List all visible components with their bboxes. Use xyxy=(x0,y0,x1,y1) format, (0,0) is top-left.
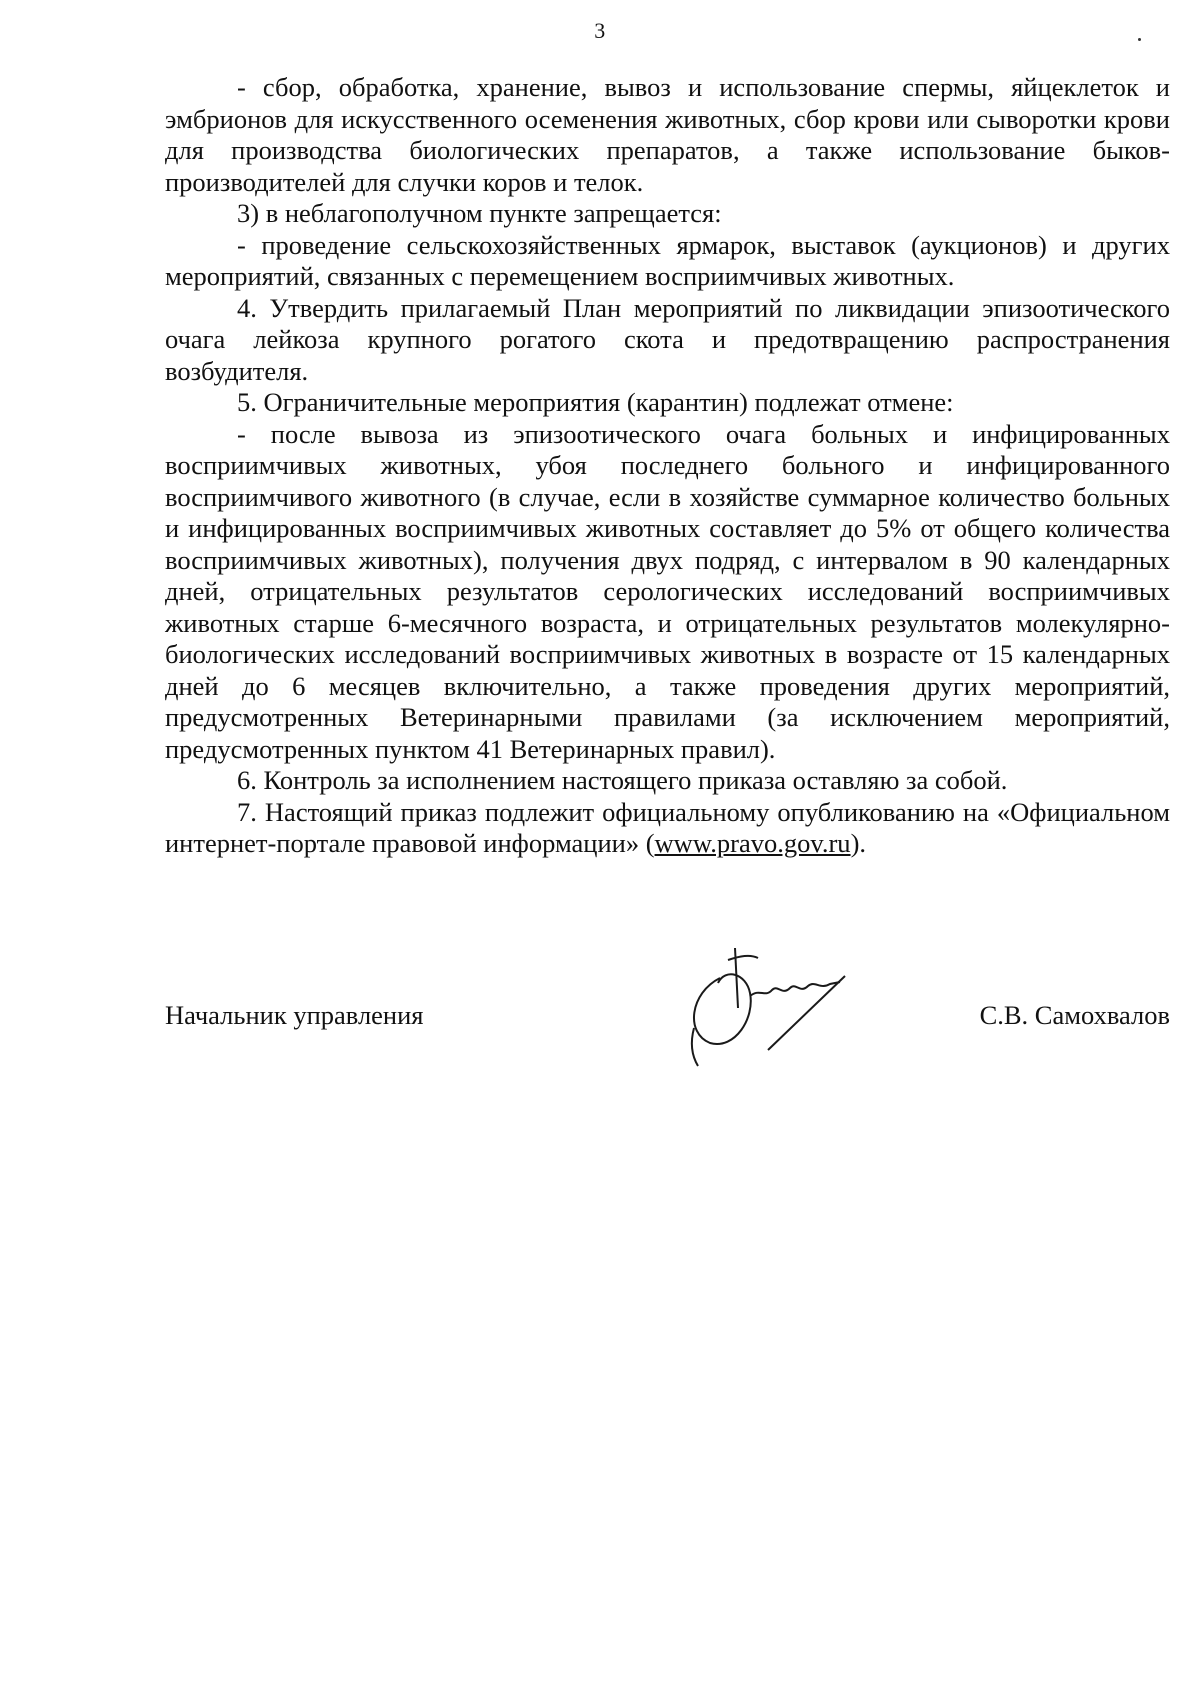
paragraph-publication xyxy=(165,797,1170,860)
paragraph-approve-plan: 4. Утвердить прилагаемый План мероприятий по ликвидации эпизоотического очага лейкоза крупного рогатого скота и предотвращению распространения возбудителя. xyxy=(165,292,1170,386)
signature-row xyxy=(165,1000,1170,1040)
scan-speck xyxy=(1138,38,1141,41)
paragraph-fairs-prohibition: - проведение сельскохозяйственных ярмарок, выставок (аукционов) и других мероприятий, связанных с перемещением восприимчивых животных. xyxy=(165,229,1170,291)
pravo-portal-link[interactable]: www.pravo.gov.ru xyxy=(654,828,851,858)
signatory-title: Начальник управления xyxy=(165,1000,424,1030)
paragraph-quarantine-lift-heading: 5. Ограничительные мероприятия (карантин) подлежат отмене: xyxy=(237,387,954,417)
paragraph-quarantine-lift-conditions: - после вывоза из эпизоотического очага больных и инфицированных восприимчивых животных, убоя последнего больного и инфицированного восприимчивого животного (в случае, если в хозяйстве суммарное количество больных и инфицированных восприимчивых животных составляет до 5% от общего количества восприимчивых животных), получения двух подряд, с интервалом в 90 календарных дней, отрицательных результатов серологических исследований восприимчивых животных старше 6-месячного возраста, и отрицательных результатов молекулярно-биологических исследований восприимчивых животных в возрасте от 15 календарных дней до 6 месяцев включительно, а также проведения других мероприятий, предусмотренных Ветеринарными правилами (за исключением мероприятий, предусмотренных пунктом 41 Ветеринарных правил). xyxy=(165,418,1170,764)
paragraph-collection-restrictions: - сбор, обработка, хранение, вывоз и использование спермы, яйцеклеток и эмбрионов для искусственного осеменения животных, сбор крови или сыворотки крови для производства биологических препаратов, а также использование быков-производителей для случки коров и телок. xyxy=(165,72,1170,197)
publication-text-end: ). xyxy=(850,828,867,858)
publication-text: 7. Настоящий приказ подлежит официальному опубликованию на «Официальном интернет-портале правовой информации» ( xyxy=(165,796,1170,858)
page-number: 3 xyxy=(594,18,606,43)
document-body xyxy=(165,72,1170,860)
signatory-name: С.В. Самохвалов xyxy=(979,1000,1170,1030)
paragraph-prohibited-heading: 3) в неблагополучном пункте запрещается: xyxy=(237,198,722,228)
paragraph-control: 6. Контроль за исполнением настоящего приказа оставляю за собой. xyxy=(237,765,1008,795)
